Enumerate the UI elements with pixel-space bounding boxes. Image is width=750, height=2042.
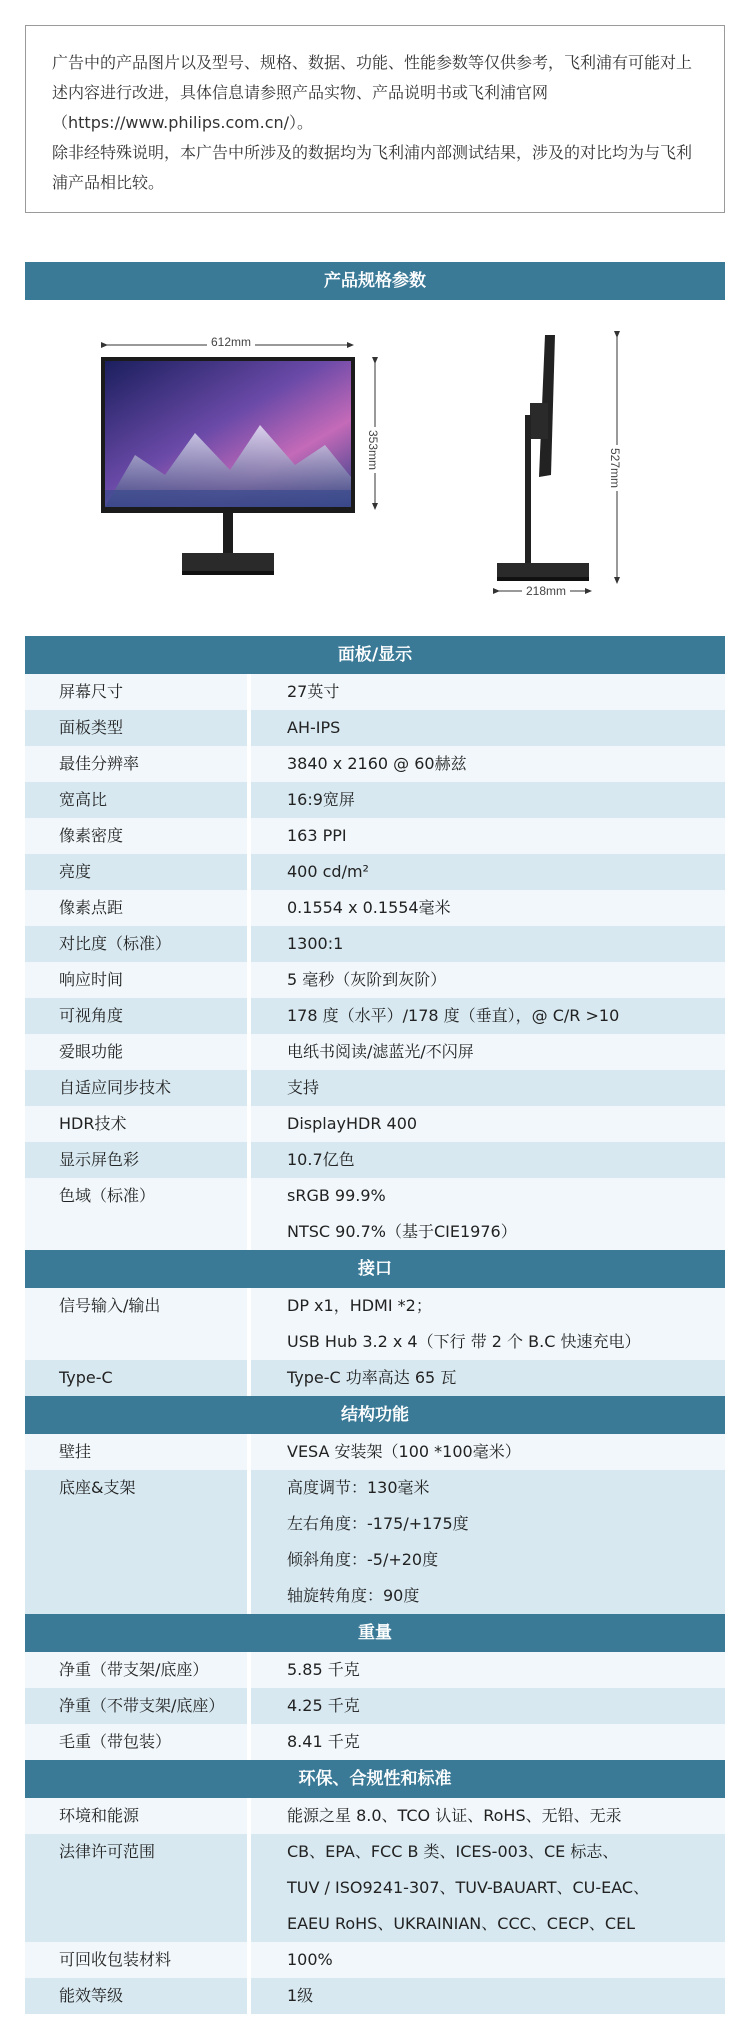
row-label: 信号输入/输出 bbox=[25, 1288, 251, 1360]
table-row bbox=[25, 890, 725, 926]
table-row bbox=[25, 746, 725, 782]
table-row bbox=[25, 1142, 725, 1178]
row-value: 支持 bbox=[287, 1078, 320, 1097]
table-row bbox=[25, 926, 725, 962]
row-label: 面板类型 bbox=[25, 710, 251, 746]
total-height-label: 527mm bbox=[608, 445, 622, 491]
table-row bbox=[25, 818, 725, 854]
row-label: 可视角度 bbox=[25, 998, 251, 1034]
table-row bbox=[25, 1942, 725, 1978]
section-header-panel: 面板/显示 bbox=[25, 636, 725, 674]
row-label: Type-C bbox=[25, 1360, 251, 1396]
row-value: 178 度（水平）/178 度（垂直），@ C/R >10 bbox=[287, 1006, 620, 1025]
dimension-diagram bbox=[25, 305, 725, 605]
row-value: 倾斜角度：-5/+20度 bbox=[287, 1550, 439, 1569]
row-label: 爱眼功能 bbox=[25, 1034, 251, 1070]
table-row bbox=[25, 1106, 725, 1142]
row-label: 响应时间 bbox=[25, 962, 251, 998]
row-label: 净重（不带支架/底座） bbox=[25, 1688, 251, 1724]
disclaimer-box bbox=[25, 25, 725, 213]
row-value: CB、EPA、FCC B 类、ICES-003、CE 标志、 bbox=[287, 1842, 619, 1861]
table-row bbox=[25, 1724, 725, 1760]
row-value: Type-C 功率高达 65 瓦 bbox=[287, 1368, 457, 1387]
row-label: 底座&支架 bbox=[25, 1470, 251, 1614]
row-label: 自适应同步技术 bbox=[25, 1070, 251, 1106]
row-value: 27英寸 bbox=[287, 682, 340, 701]
row-label: 可回收包装材料 bbox=[25, 1942, 251, 1978]
row-value: DP x1，HDMI *2； bbox=[287, 1296, 432, 1315]
table-row bbox=[25, 1288, 725, 1360]
row-label: 亮度 bbox=[25, 854, 251, 890]
table-row bbox=[25, 1688, 725, 1724]
row-label: 像素点距 bbox=[25, 890, 251, 926]
row-value: 163 PPI bbox=[287, 826, 347, 845]
row-label: 毛重（带包装） bbox=[25, 1724, 251, 1760]
table-row bbox=[25, 962, 725, 998]
row-label: 能效等级 bbox=[25, 1978, 251, 2014]
row-value: TUV / ISO9241-307、TUV-BAUART、CU-EAC、 bbox=[287, 1878, 650, 1897]
table-row bbox=[25, 1470, 725, 1614]
row-value: USB Hub 3.2 x 4（下行 带 2 个 B.C 快速充电） bbox=[287, 1332, 641, 1351]
table-row bbox=[25, 1178, 725, 1250]
row-value: 3840 x 2160 @ 60赫兹 bbox=[287, 754, 467, 773]
table-row bbox=[25, 998, 725, 1034]
disclaimer-text-2: 除非经特殊说明，本广告中所涉及的数据均为飞利浦内部测试结果，涉及的对比均为与飞利浦产品相比较。 bbox=[52, 143, 693, 192]
width-label: 612mm bbox=[207, 335, 255, 349]
row-label: 环境和能源 bbox=[25, 1798, 251, 1834]
row-value: 5.85 千克 bbox=[287, 1660, 360, 1679]
table-row bbox=[25, 782, 725, 818]
row-value: 能源之星 8.0、TCO 认证、RoHS、无铅、无汞 bbox=[287, 1806, 622, 1825]
table-row bbox=[25, 1360, 725, 1396]
table-row bbox=[25, 1798, 725, 1834]
height-label: 353mm bbox=[366, 427, 380, 473]
row-value: NTSC 90.7%（基于CIE1976） bbox=[287, 1222, 517, 1241]
row-label: 法律许可范围 bbox=[25, 1834, 251, 1942]
row-label: HDR技术 bbox=[25, 1106, 251, 1142]
row-value: 4.25 千克 bbox=[287, 1696, 360, 1715]
table-row bbox=[25, 1978, 725, 2014]
row-value: DisplayHDR 400 bbox=[287, 1114, 418, 1133]
row-value: 电纸书阅读/滤蓝光/不闪屏 bbox=[287, 1042, 474, 1061]
row-value: VESA 安装架（100 *100毫米） bbox=[287, 1442, 521, 1461]
table-row bbox=[25, 710, 725, 746]
table-row bbox=[25, 1034, 725, 1070]
row-label: 宽高比 bbox=[25, 782, 251, 818]
section-header-ports: 接口 bbox=[25, 1250, 725, 1288]
row-label: 对比度（标准） bbox=[25, 926, 251, 962]
row-value: 1级 bbox=[287, 1986, 314, 2005]
disclaimer-text-1: 广告中的产品图片以及型号、规格、数据、功能、性能参数等仅供参考，飞利浦有可能对上述内容进行改进，具体信息请参照产品实物、产品说明书或飞利浦官网（https://www.philips.com.cn/）。 bbox=[52, 53, 693, 132]
row-value: 1300:1 bbox=[287, 934, 344, 953]
row-value: 8.41 千克 bbox=[287, 1732, 360, 1751]
row-label: 壁挂 bbox=[25, 1434, 251, 1470]
row-label: 屏幕尺寸 bbox=[25, 674, 251, 710]
row-value: AH-IPS bbox=[287, 718, 341, 737]
section-header-structure: 结构功能 bbox=[25, 1396, 725, 1434]
table-row bbox=[25, 1070, 725, 1106]
row-label: 最佳分辨率 bbox=[25, 746, 251, 782]
section-header-compliance: 环保、合规性和标准 bbox=[25, 1760, 725, 1798]
row-value: 5 毫秒（灰阶到灰阶） bbox=[287, 970, 447, 989]
row-label: 像素密度 bbox=[25, 818, 251, 854]
row-value: 左右角度：-175/+175度 bbox=[287, 1514, 469, 1533]
row-value: 400 cd/m² bbox=[287, 862, 369, 881]
spec-title-banner bbox=[25, 262, 725, 300]
table-row bbox=[25, 1834, 725, 1942]
row-value: EAEU RoHS、UKRAINIAN、CCC、CECP、CEL bbox=[287, 1914, 636, 1933]
section-header-weight: 重量 bbox=[25, 1614, 725, 1652]
table-row bbox=[25, 854, 725, 890]
spec-table bbox=[25, 636, 725, 2014]
row-value: 0.1554 x 0.1554毫米 bbox=[287, 898, 451, 917]
row-value: 轴旋转角度：90度 bbox=[287, 1586, 420, 1605]
depth-label: 218mm bbox=[522, 584, 570, 598]
row-value: sRGB 99.9% bbox=[287, 1186, 386, 1205]
row-value: 10.7亿色 bbox=[287, 1150, 355, 1169]
row-label: 净重（带支架/底座） bbox=[25, 1652, 251, 1688]
spec-title: 产品规格参数 bbox=[324, 271, 426, 291]
row-value: 100% bbox=[287, 1950, 333, 1969]
row-label: 显示屏色彩 bbox=[25, 1142, 251, 1178]
row-value: 高度调节：130毫米 bbox=[287, 1478, 430, 1497]
row-label: 色域（标准） bbox=[25, 1178, 251, 1250]
table-row bbox=[25, 1434, 725, 1470]
row-value: 16:9宽屏 bbox=[287, 790, 355, 809]
table-row bbox=[25, 1652, 725, 1688]
table-row bbox=[25, 674, 725, 710]
front-view bbox=[101, 357, 355, 575]
side-view bbox=[497, 335, 589, 581]
